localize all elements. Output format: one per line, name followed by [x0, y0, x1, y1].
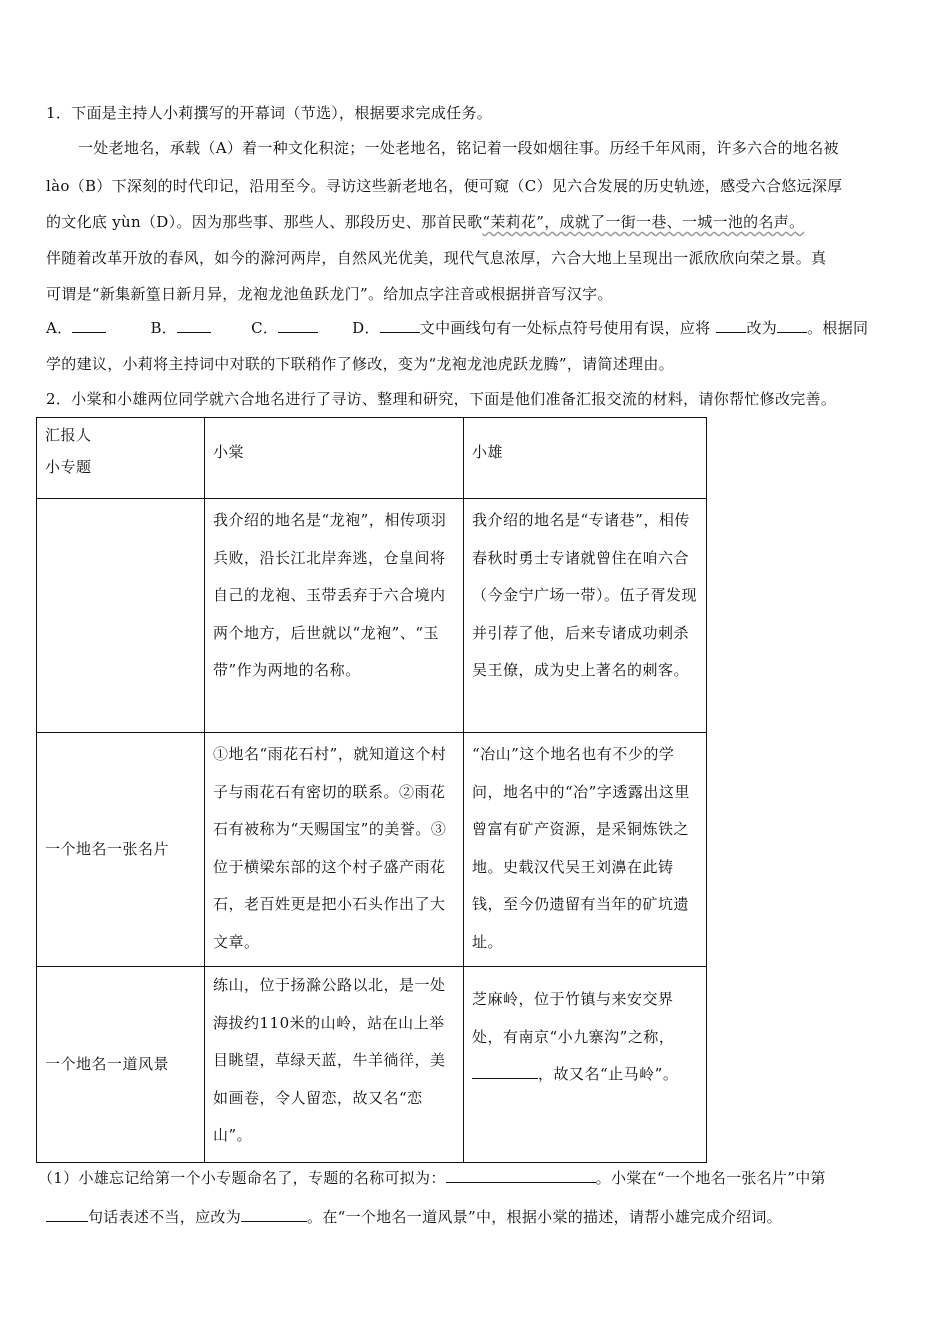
- q2-sub2-b: 。在“一个地名一道风景”中，根据小棠的描述，请帮小雄完成介绍词。: [307, 1208, 782, 1226]
- revision-blank[interactable]: [241, 1207, 307, 1222]
- label-d: D．: [352, 319, 380, 337]
- blank-a[interactable]: [72, 318, 106, 333]
- label-b: B．: [150, 319, 178, 337]
- header-xiaoxiong: 小雄: [464, 418, 707, 499]
- q1-passage-line3-a: 的文化底 yùn（D）。因为那些事、那些人、那段历史、那首民歌: [46, 213, 483, 231]
- q2-sub1-line: [38, 1167, 826, 1188]
- blank-punct-from[interactable]: [716, 318, 746, 333]
- row1-topic-blank[interactable]: [37, 499, 205, 733]
- q1-title: 1．下面是主持人小莉撰写的开幕词（节选），根据要求完成任务。: [46, 104, 493, 122]
- row3-xiaotang: 练山，位于扬滁公路以北，是一处海拔约110米的山岭，站在山上举目眺望，草绿天蓝，牛羊徜徉，美如画卷，令人留恋，故又名“恋山”。: [205, 967, 464, 1163]
- label-c: C．: [251, 319, 279, 337]
- q1-tail-1: 文中画线句有一处标点符号使用有误，应将: [419, 319, 711, 337]
- q1-tail-3: 。根据同: [807, 319, 869, 337]
- label-a: A．: [46, 319, 73, 337]
- row2-xiaoxiong: “冶山”这个地名也有不少的学问，地名中的“冶”字透露出这里曾富有矿产资源，是采铜炼铁之地。史载汉代吴王刘濞在此铸钱，至今仍遗留有当年的矿坑遗址。: [464, 733, 707, 967]
- header-reporter: 汇报人: [45, 426, 92, 444]
- q1-passage-line4: 伴随着改革开放的春风，如今的滁河两岸，自然风光优美，现代气息浓厚，六合大地上呈现出一派欣欣向荣之景。真: [46, 249, 827, 267]
- q1-last-line: 学的建议，小莉将主持词中对联的下联稍作了修改，变为“龙袍龙池虎跃龙腾”，请简述理由。: [46, 355, 674, 373]
- blank-d[interactable]: [380, 318, 420, 333]
- row2-xiaotang: ①地名“雨花石村”，就知道这个村子与雨花石有密切的联系。②雨花石有被称为“天赐国宝”的美誉。③位于横梁东部的这个村子盛产雨花石，老百姓更是把小石头作出了大文章。: [205, 733, 464, 967]
- row1-xiaoxiong: 我介绍的地名是“专诸巷”，相传春秋时勇士专诸就曾住在咱六合（今金宁广场一带）。伍子胥发现并引荐了他，后来专诸成功刺杀吴王僚，成为史上著名的刺客。: [464, 499, 707, 733]
- q2-sub2-a: 句话表述不当，应改为: [88, 1208, 242, 1226]
- row3-xiaoxiong-a: 芝麻岭，位于竹镇与来安交界处，有南京“小九寨沟”之称，: [472, 990, 675, 1046]
- blank-b[interactable]: [177, 318, 211, 333]
- row3-xiaoxiong-b: ，故又名“止马岭”。: [538, 1065, 679, 1083]
- header-topic: 小专题: [45, 458, 92, 476]
- table-row: [37, 733, 707, 967]
- q1-passage-line5: 可谓是“新集新篁日新月异，龙袍龙池鱼跃龙门”。给加点字注音或根据拼音写汉字。: [46, 285, 613, 303]
- q2-title: 2．小棠和小雄两位同学就六合地名进行了寻访、整理和研究，下面是他们准备汇报交流的材料，请你帮忙修改完善。: [46, 390, 837, 408]
- blank-c[interactable]: [278, 318, 318, 333]
- header-diagonal-cell: [37, 418, 205, 499]
- q1-underlined-sentence: “茉莉花”，成就了一街一巷、一城一池的名声。: [482, 213, 805, 231]
- row3-blank[interactable]: [472, 1064, 538, 1079]
- table-row: [37, 499, 707, 733]
- header-xiaotang: 小棠: [205, 418, 464, 499]
- sentence-number-blank[interactable]: [46, 1207, 88, 1222]
- row1-xiaotang: 我介绍的地名是“龙袍”，相传项羽兵败，沿长江北岸奔逃，仓皇间将自己的龙袍、玉带丢弃于六合境内两个地方，后世就以“龙袍”、“玉带”作为两地的名称。: [205, 499, 464, 733]
- q1-passage-line2: lào（B）下深刻的时代印记，沿用至今。寻访这些新老地名，便可窥（C）见六合发展的历史轨迹，感受六合悠远深厚: [46, 177, 843, 195]
- q1-passage-line1: 一处老地名，承载（A）着一种文化积淀；一处老地名，铭记着一段如烟往事。历经千年风雨，许多六合的地名被: [78, 139, 839, 157]
- row3-xiaoxiong: [464, 967, 707, 1163]
- q1-tail-2: 改为: [746, 319, 778, 337]
- q2-sub1-a: （1）小雄忘记给第一个小专题命名了，专题的名称可拟为：: [38, 1169, 446, 1187]
- q2-sub2-line: [46, 1206, 782, 1227]
- q1-answer-row: [46, 317, 868, 338]
- q1-passage-line3: [46, 211, 804, 232]
- q2-sub1-b: 。小棠在“一个地名一张名片”中第: [595, 1169, 826, 1187]
- table-row: [37, 967, 707, 1163]
- row3-topic: 一个地名一道风景: [37, 967, 205, 1163]
- row2-topic: 一个地名一张名片: [37, 733, 205, 967]
- blank-punct-to[interactable]: [777, 318, 807, 333]
- report-table: [36, 417, 707, 1163]
- topic-name-blank[interactable]: [446, 1168, 596, 1183]
- table-header-row: [37, 418, 707, 499]
